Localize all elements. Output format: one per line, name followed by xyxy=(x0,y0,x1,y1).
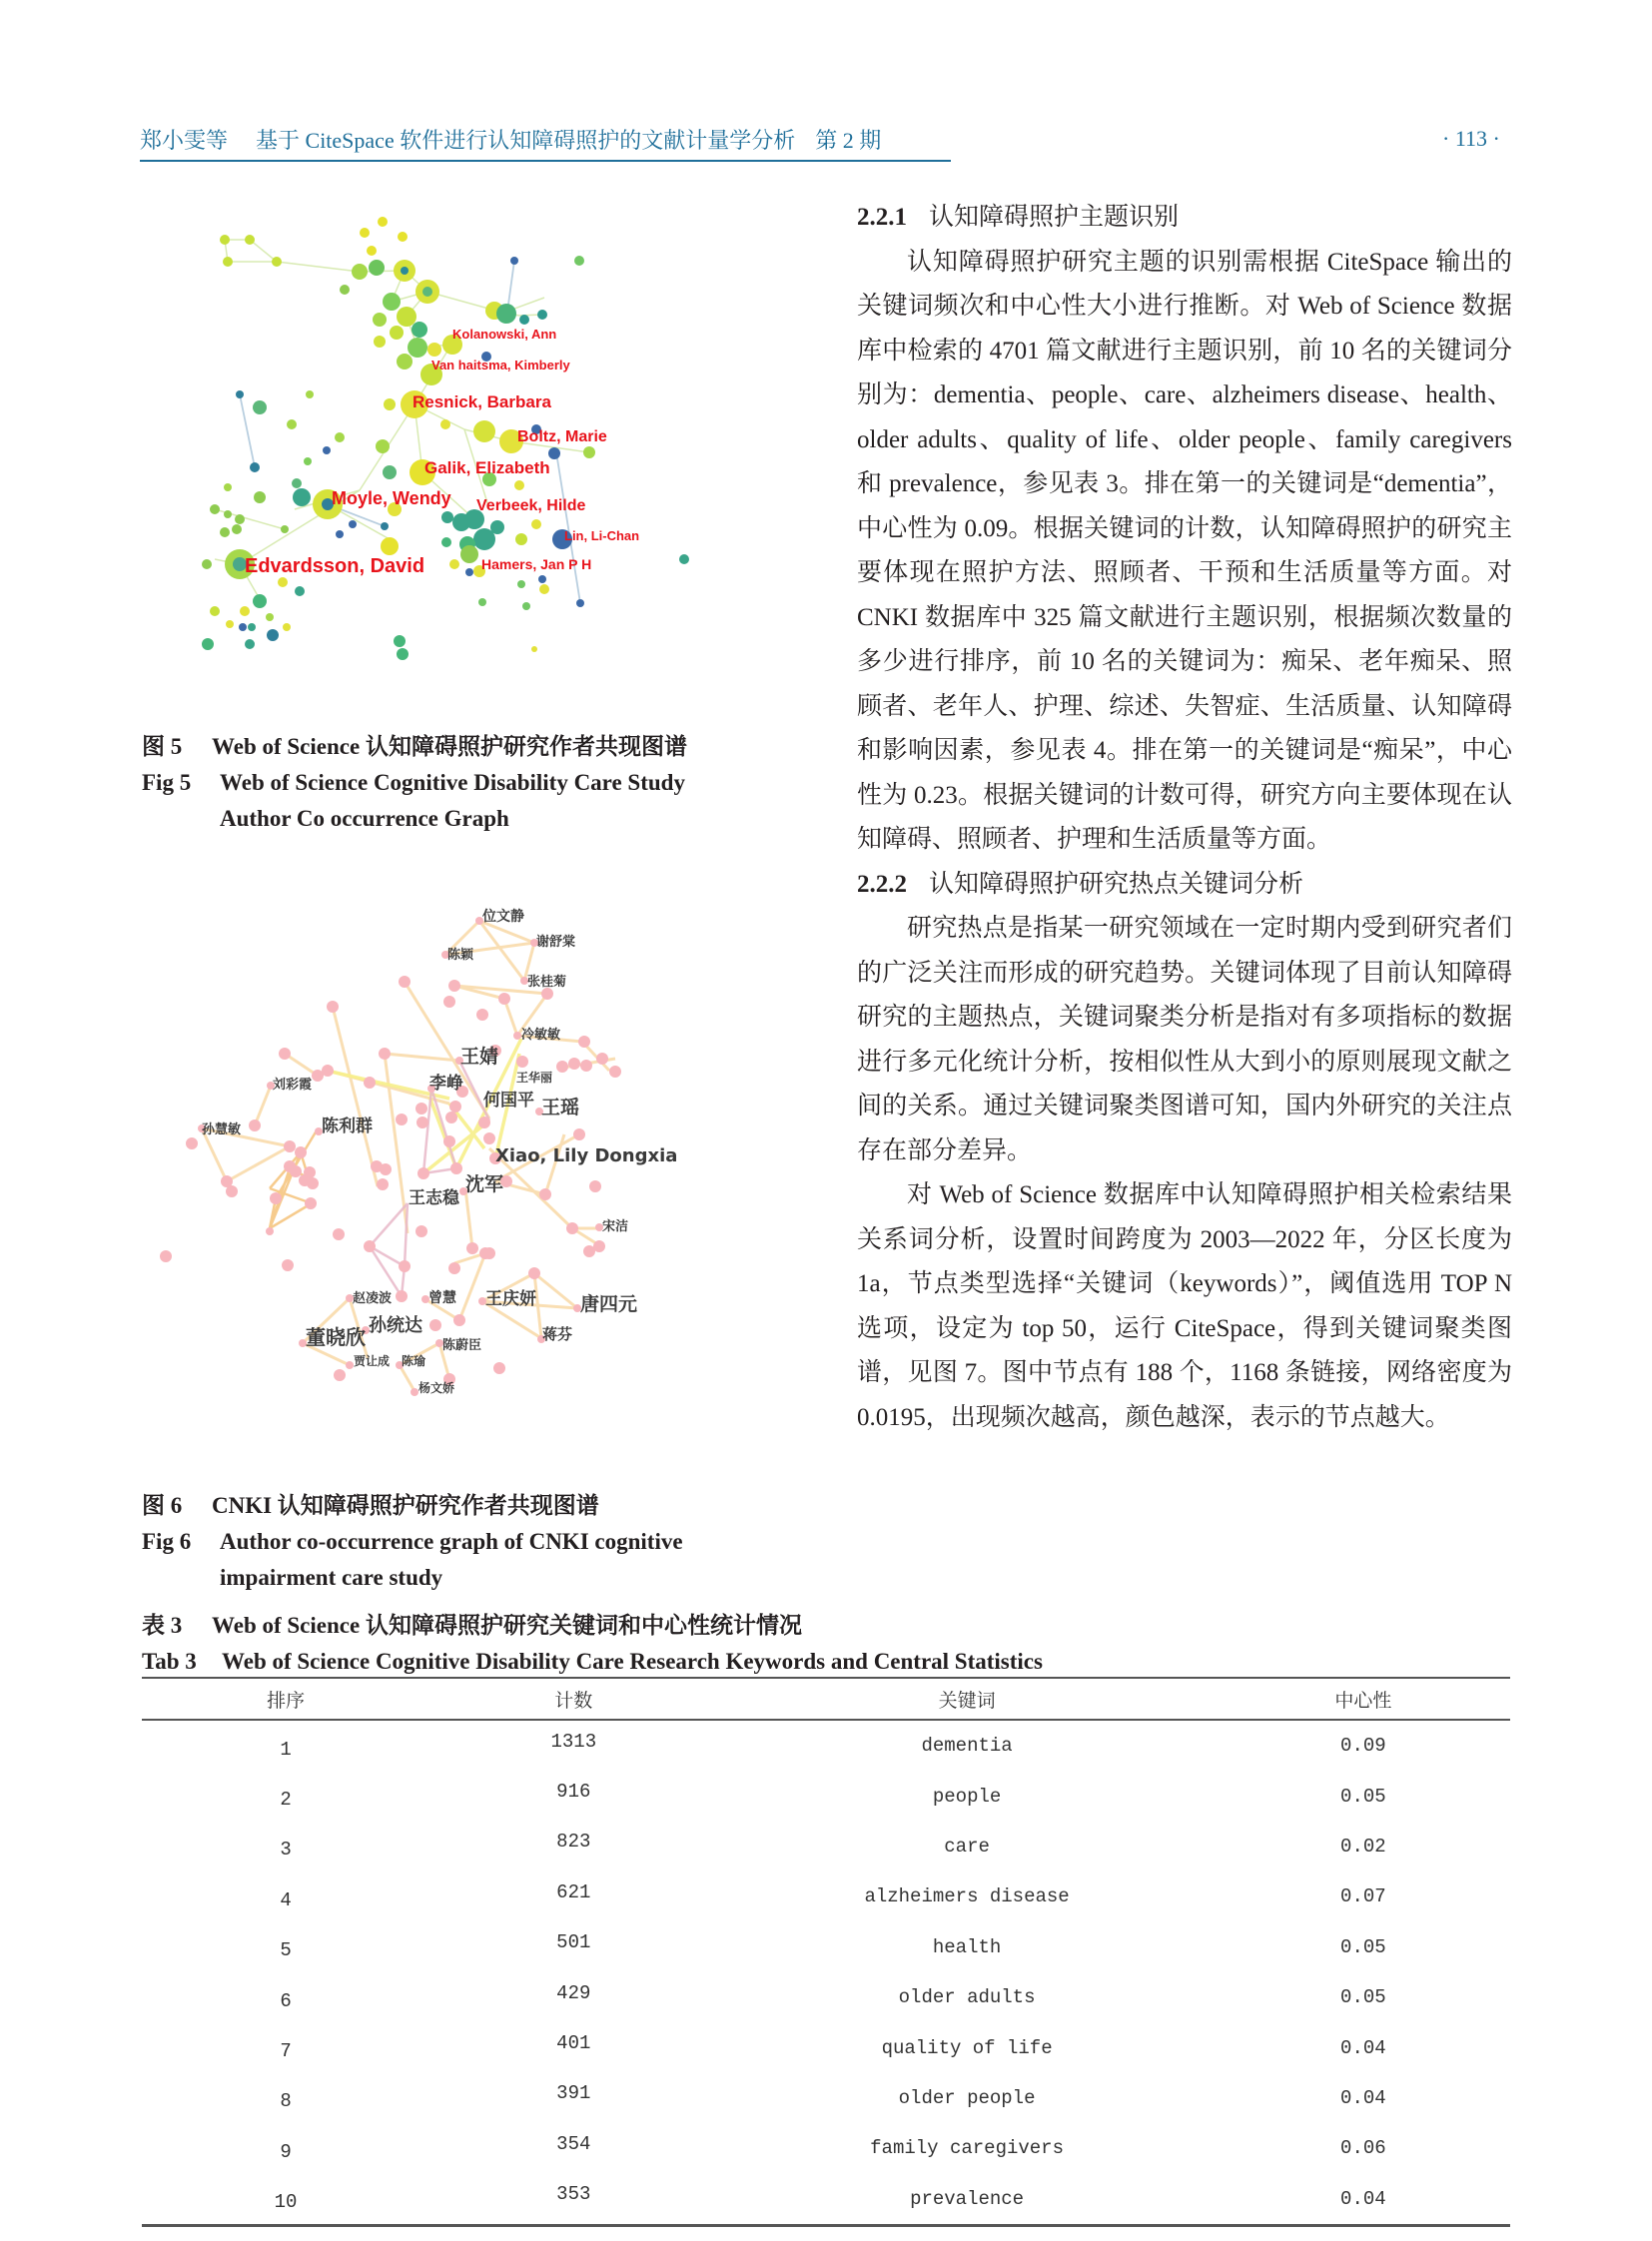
author-label: 冷敏敏 xyxy=(521,1028,561,1043)
author-label: Van haitsma, Kimberly xyxy=(431,358,570,373)
rank-cell: 3 xyxy=(280,1839,292,1862)
author-label: 位文静 xyxy=(482,909,524,925)
tab3-cn-title: Web of Science 认知障碍照护研究关键词和中心性统计情况 xyxy=(212,1613,802,1638)
section-heading-2-2-1 xyxy=(857,196,1512,241)
header-authors: 郑小雯等 xyxy=(140,128,229,153)
fig5-cn-title: Web of Science 认知障碍照护研究作者共现图谱 xyxy=(212,734,687,759)
fig5-en-number: Fig 5 xyxy=(142,770,192,795)
count-cell: 501 xyxy=(556,1931,591,1954)
author-label: Boltz, Marie xyxy=(517,428,607,445)
author-label: 赵凌波 xyxy=(353,1291,393,1306)
section-heading-2-2-2 xyxy=(857,863,1512,908)
table-row xyxy=(142,1972,1510,2022)
centrality-cell: 0.07 xyxy=(1340,1885,1386,1908)
author-label: 陈瑜 xyxy=(402,1354,426,1368)
section-number: 2.2.2 xyxy=(857,870,907,898)
rank-cell: 4 xyxy=(280,1888,292,1911)
keyword-cell: care xyxy=(944,1835,990,1858)
author-label: 陈颖 xyxy=(447,948,474,963)
author-label: Edvardsson, David xyxy=(245,555,425,577)
table-row xyxy=(142,1822,1510,1871)
keyword-cell: older adults xyxy=(898,1986,1036,2009)
rank-cell: 7 xyxy=(280,2040,292,2063)
author-label: 王志稳 xyxy=(409,1188,459,1208)
table-row xyxy=(142,1871,1510,1921)
count-cell: 354 xyxy=(556,2132,591,2155)
rank-cell: 9 xyxy=(280,2140,292,2163)
centrality-cell: 0.02 xyxy=(1340,1835,1386,1858)
figure-5-network xyxy=(200,200,799,679)
rank-cell: 2 xyxy=(280,1789,292,1812)
count-cell: 353 xyxy=(556,2183,591,2206)
table-row xyxy=(142,1720,1510,1771)
rank-cell: 8 xyxy=(280,2090,292,2113)
author-label: 沈军 xyxy=(465,1173,504,1195)
table-row xyxy=(142,2022,1510,2072)
rank-cell: 6 xyxy=(280,1989,292,2012)
fig5-en-title-1: Web of Science Cognitive Disability Care Study xyxy=(220,770,685,795)
count-cell: 1313 xyxy=(550,1730,597,1753)
page-number: · 113 · xyxy=(1442,126,1500,151)
author-label: Xiao, Lily Dongxia xyxy=(495,1145,678,1166)
author-label: 张桂菊 xyxy=(527,975,567,990)
paragraph-topic-identification: 认知障碍照护研究主题的识别需根据 CiteSpace 输出的关键词频次和中心性大小进行推断。对 Web of Science 数据库中检索的 4701 篇文献进行主题识别，前 10 名的关键词分别为：dementia、people、care、alzheimers disease、health、older adults、quality of life、older people、family caregivers 和 prevalence，参见表 3。排在第一的关键词是“dementia”，中心性为 0.09。根据关键词的计数，认知障碍照护的研究主要体现在照护方法、照顾者、干预和生活质量等方面。对 CNKI 数据库中 325 篇文献进行主题识别，根据频次数量的多少进行排序，前 10 名的关键词为：痴呆、老年痴呆、照顾者、老年人、护理、综述、失智症、生活质量、认知障碍和影响因素，参见表 4。排在第一的关键词是“痴呆”，中心性为 0.23。根据关键词的计数可得，研究方向主要体现在认知障碍、照顾者、护理和生活质量等方面。 xyxy=(857,248,1512,853)
section-title: 认知障碍照护主题识别 xyxy=(929,204,1180,231)
author-label: 王瑶 xyxy=(541,1097,580,1119)
column-header-keyword: 关键词 xyxy=(938,1689,996,1712)
keyword-cell: older people xyxy=(898,2086,1036,2109)
keyword-cell: dementia xyxy=(921,1735,1013,1758)
count-cell: 401 xyxy=(556,2032,591,2055)
author-label: 王婧 xyxy=(460,1046,499,1068)
wos-author-network-graph xyxy=(200,200,799,679)
fig5-cn-number: 图 5 xyxy=(142,734,183,759)
rank-cell: 1 xyxy=(280,1738,292,1761)
column-header-count: 计数 xyxy=(554,1689,593,1712)
author-label: 宋洁 xyxy=(602,1219,629,1234)
author-label: 董晓欣 xyxy=(306,1325,366,1349)
author-label: 曾慧 xyxy=(428,1290,456,1306)
keywords-centrality-table xyxy=(142,1677,1510,2227)
author-label: 谢舒棠 xyxy=(536,935,576,950)
keyword-cell: alzheimers disease xyxy=(864,1885,1070,1908)
author-label: 杨文娇 xyxy=(418,1381,455,1395)
centrality-cell: 0.06 xyxy=(1340,2137,1386,2160)
figure-5-caption xyxy=(142,729,821,837)
paragraph-cluster-settings: 对 Web of Science 数据库中认知障碍照护相关检索结果关系词分析，设置时间跨度为 2003—2022 年，分区长度为 1a，节点类型选择“关键词（keywords）”，阈值选用 TOP N 选项，设定为 top 50，运行 CiteSpace，得到关键词聚类图谱，见图 7。图中节点有 188 个，1168 条链接，网络密度为 0.0195，出现频次越高，颜色越深，表示的节点越大。 xyxy=(857,1181,1512,1431)
figure-6-network xyxy=(150,889,789,1458)
tab3-cn-number: 表 3 xyxy=(142,1613,183,1638)
author-label: Verbeek, Hilde xyxy=(476,497,586,514)
keyword-cell: quality of life xyxy=(881,2036,1053,2059)
fig6-en-number: Fig 6 xyxy=(142,1529,192,1554)
paragraph-hotspot-definition: 研究热点是指某一研究领域在一定时期内受到研究者们的广泛关注而形成的研究趋势。关键词体现了目前认知障碍研究的主题热点，关键词聚类分析是指对有多项指标的数据进行多元化统计分析，按相似性从大到小的原则展现文献之间的关系。通过关键词聚类图谱可知，国内外研究的关注点存在部分差异。 xyxy=(857,915,1512,1164)
table-row xyxy=(142,2123,1510,2173)
author-label: 何国平 xyxy=(483,1091,534,1111)
author-label: Hamers, Jan P H xyxy=(481,556,592,572)
keyword-cell: family caregivers xyxy=(870,2137,1064,2160)
author-label: 刘彩霞 xyxy=(273,1078,313,1093)
centrality-cell: 0.04 xyxy=(1340,2086,1386,2109)
centrality-cell: 0.05 xyxy=(1340,1785,1386,1808)
section-title: 认知障碍照护研究热点关键词分析 xyxy=(929,870,1304,898)
author-label: Galik, Elizabeth xyxy=(424,458,550,477)
count-cell: 621 xyxy=(556,1880,591,1903)
section-number: 2.2.1 xyxy=(857,204,907,231)
author-label: 孙统达 xyxy=(369,1315,422,1336)
header-issue: 第 2 期 xyxy=(815,128,882,153)
centrality-cell: 0.04 xyxy=(1340,2187,1386,2210)
fig6-en-title-1: Author co-occurrence graph of CNKI cognitive xyxy=(220,1529,683,1554)
keyword-cell: people xyxy=(932,1785,1002,1808)
table-3-caption xyxy=(142,1608,1043,1680)
author-label: 陈蔚臣 xyxy=(442,1338,482,1353)
centrality-cell: 0.04 xyxy=(1340,2036,1386,2059)
author-label: Lin, Li-Chan xyxy=(564,528,640,543)
fig6-cn-title: CNKI 认知障碍照护研究作者共现图谱 xyxy=(212,1493,599,1518)
keyword-cell: prevalence xyxy=(910,2187,1025,2210)
author-label: 唐四元 xyxy=(580,1293,638,1315)
author-label: 贾让成 xyxy=(354,1354,391,1368)
table-row xyxy=(142,1922,1510,1972)
author-label: Kolanowski, Ann xyxy=(452,327,557,342)
keyword-cell: health xyxy=(932,1935,1002,1958)
author-label: 蒋芬 xyxy=(542,1325,573,1343)
author-label: 王华丽 xyxy=(516,1071,553,1085)
tab3-en-number: Tab 3 xyxy=(142,1649,197,1674)
column-header-rank: 排序 xyxy=(267,1689,306,1712)
rank-cell: 10 xyxy=(274,2191,298,2214)
right-column-body xyxy=(857,196,1512,1440)
running-header xyxy=(140,124,951,162)
count-cell: 823 xyxy=(556,1831,591,1854)
centrality-cell: 0.05 xyxy=(1340,1935,1386,1958)
rank-cell: 5 xyxy=(280,1939,292,1962)
centrality-cell: 0.05 xyxy=(1340,1986,1386,2009)
fig6-cn-number: 图 6 xyxy=(142,1493,183,1518)
author-label: 陈利群 xyxy=(322,1117,373,1136)
table-row xyxy=(142,2174,1510,2226)
author-label: Resnick, Barbara xyxy=(413,392,551,411)
cnki-author-network-graph xyxy=(150,889,789,1458)
tab3-en-title: Web of Science Cognitive Disability Care Research Keywords and Central Statistics xyxy=(222,1649,1043,1674)
fig6-en-title-2: impairment care study xyxy=(220,1565,443,1590)
header-title: 基于 CiteSpace 软件进行认知障碍照护的文献计量学分析 xyxy=(256,128,796,153)
column-header-centrality: 中心性 xyxy=(1334,1689,1392,1712)
table-header-row xyxy=(142,1678,1510,1720)
count-cell: 916 xyxy=(556,1781,591,1804)
author-label: 孙慧敏 xyxy=(202,1122,242,1137)
fig5-en-title-2: Author Co occurrence Graph xyxy=(220,806,509,831)
author-label: 王庆妍 xyxy=(485,1289,536,1309)
count-cell: 429 xyxy=(556,1981,591,2004)
author-label: 李峥 xyxy=(429,1074,463,1094)
centrality-cell: 0.09 xyxy=(1340,1735,1386,1758)
table-row xyxy=(142,1771,1510,1821)
table-row xyxy=(142,2073,1510,2123)
author-label: Moyle, Wendy xyxy=(332,488,451,508)
count-cell: 391 xyxy=(556,2082,591,2105)
figure-6-caption xyxy=(142,1488,821,1596)
